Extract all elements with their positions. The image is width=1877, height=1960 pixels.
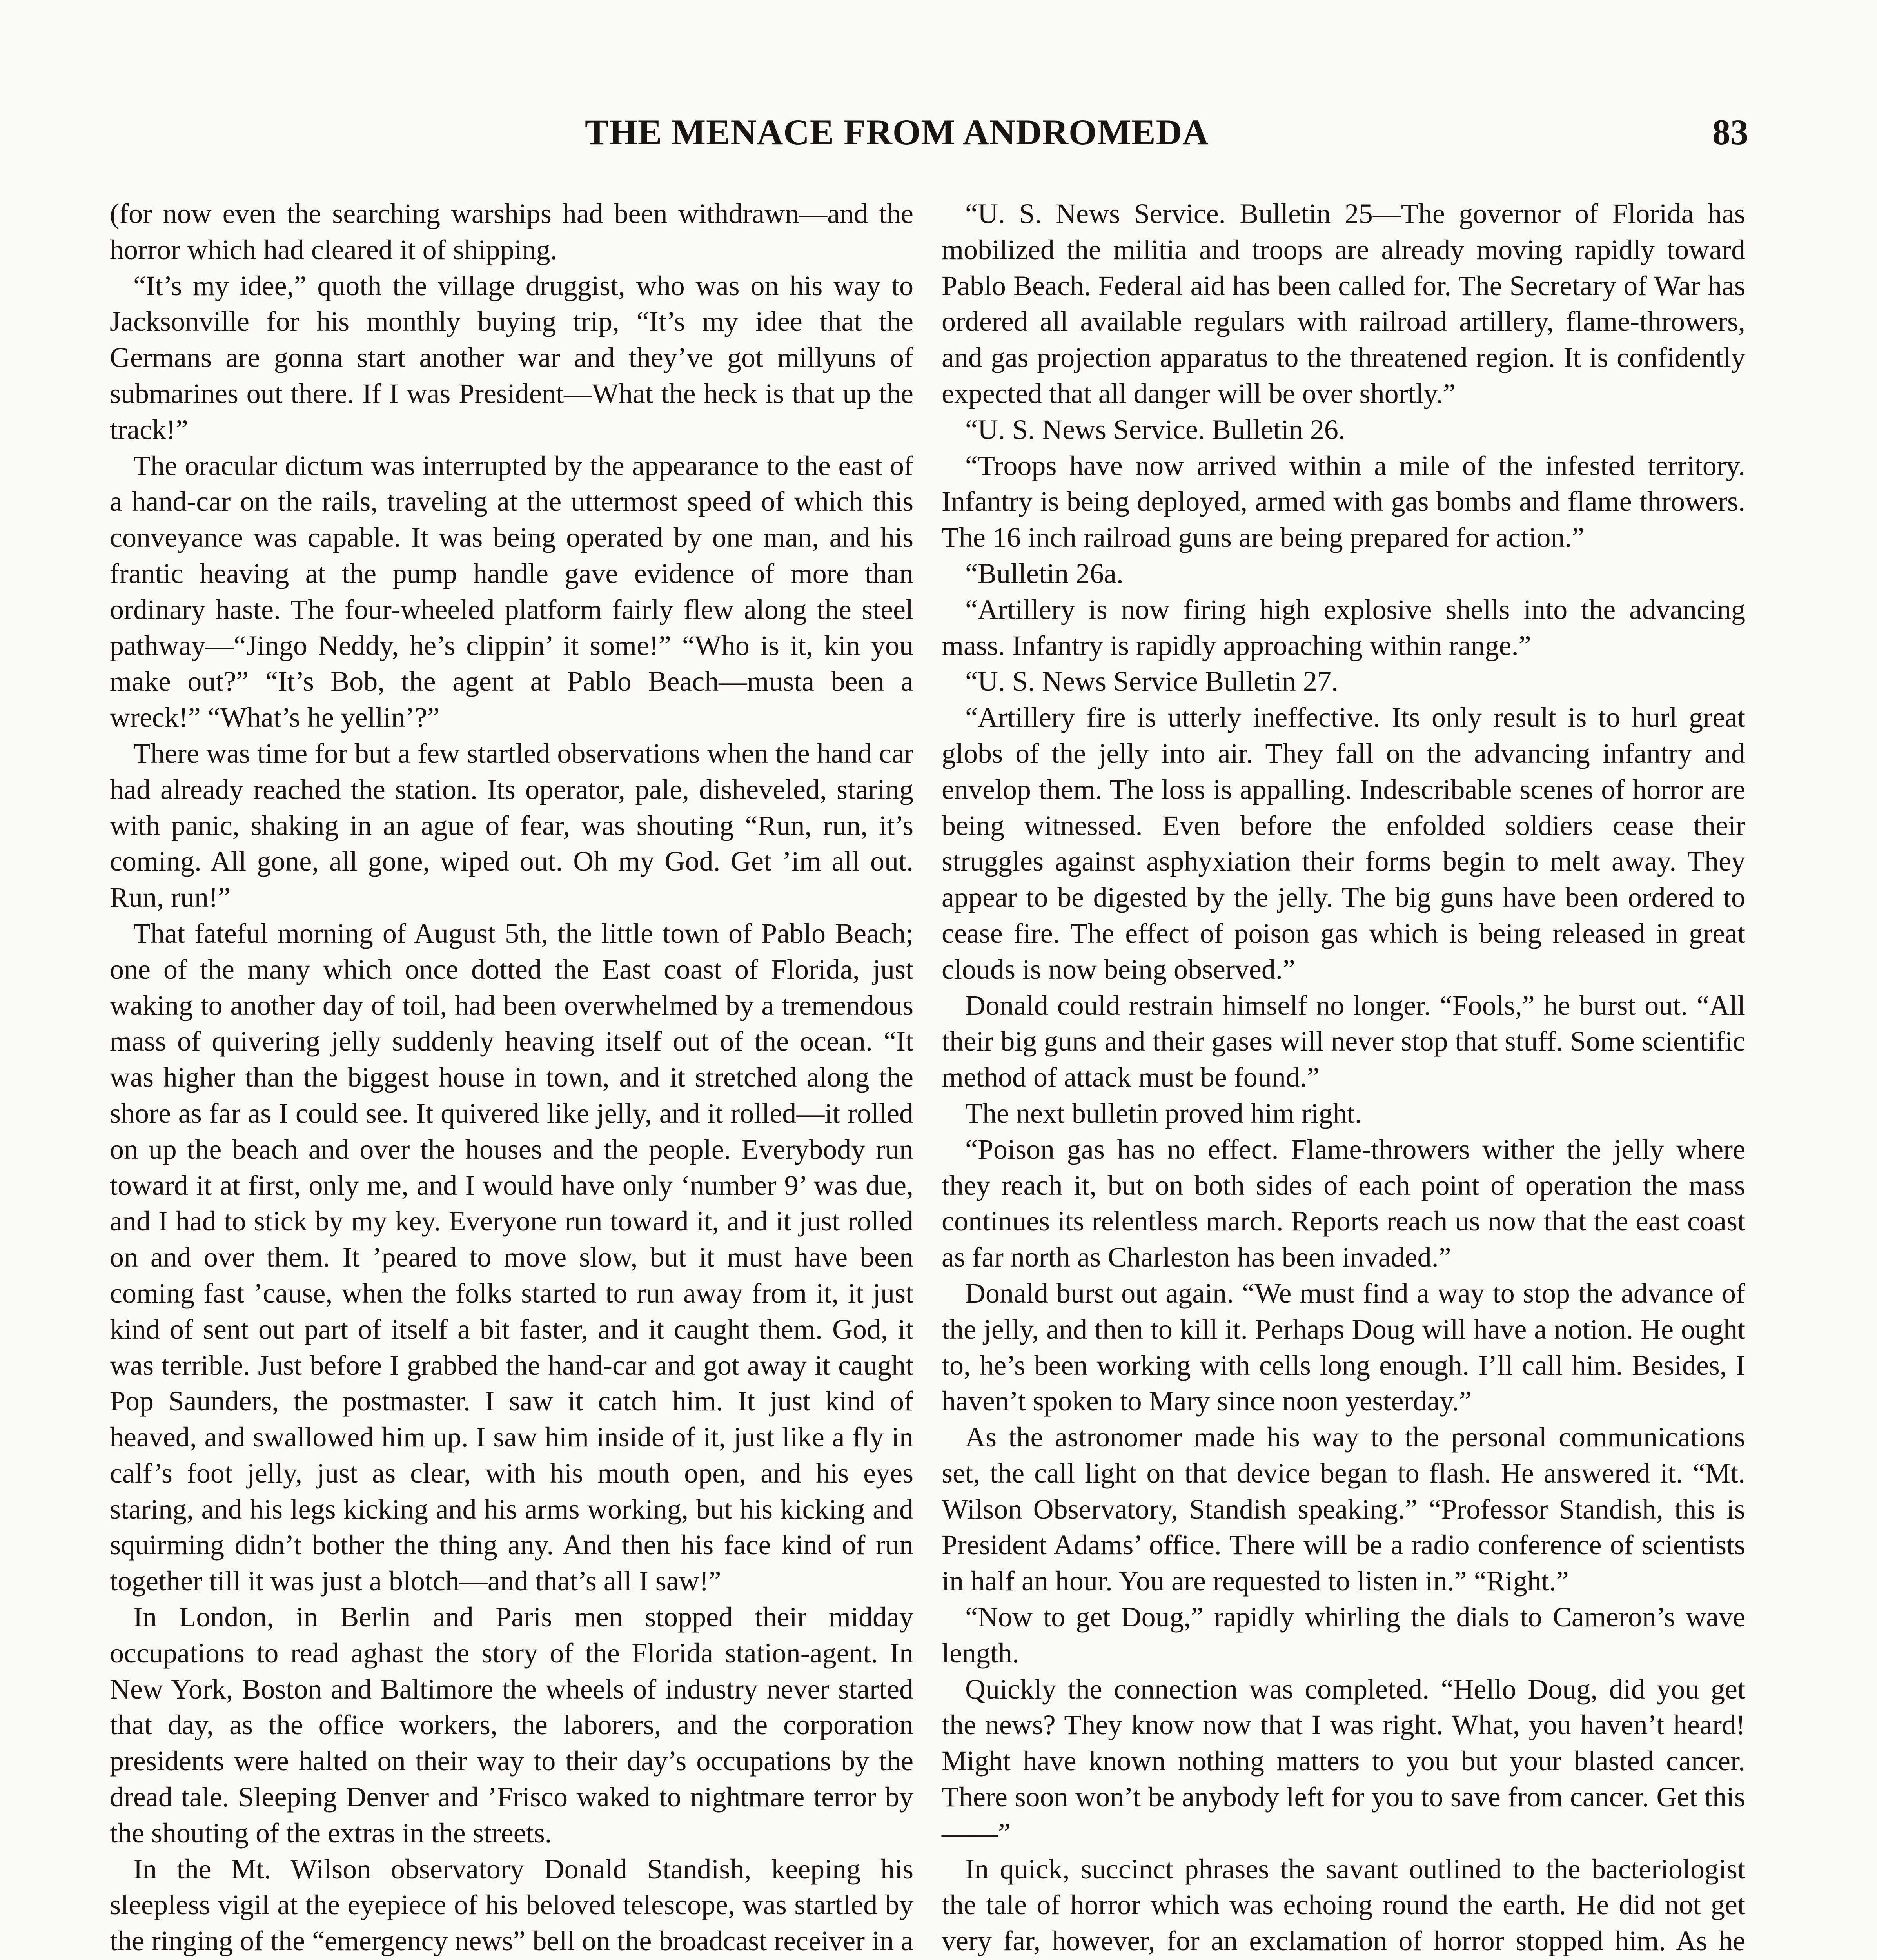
paragraph: That fateful morning of August 5th, the little town of Pablo Beach; one of the many which once dotted the East coast of Florida, just waking to another day of toil, had been overwhelmed by a tremendous mass of quivering jelly suddenly heaving itself out of the ocean. “It was higher than the biggest house in town, and it stretched along the shore as far as I could see. It quivered like jelly, and it rolled—it rolled on up the beach and over the houses and the people. Everybody run toward it at first, only me, and I would have only ‘number 9’ was due, and I had to stick by my key. Everyone run toward it, and it just rolled on and over them. It ’peared to move slow, but it must have been coming fast ’cause, when the folks started to run away from it, it just kind of sent out part of itself a bit faster, and it caught them. God, it was terrible. Just before I grabbed the hand-car and got away it caught Pop Saunders, the postmaster. I saw it catch him. It just kind of heaved, and swallowed him up. I saw him inside of it, just like a fly in calf’s foot jelly, just as clear, with his mouth open, and his eyes staring, and his legs kicking and his arms working, but his kicking and squirming didn’t bother the thing any. And then his face kind of run together till it was just a blotch—and that’s all I saw!” <box>110 917 913 1597</box>
paragraph: The next bulletin proved him right. <box>965 1097 1362 1129</box>
paragraph: Donald burst out again. “We must find a way to stop the advance of the jelly, and then to kill it. Perhaps Doug will have a notion. He ought to, he’s been working with cells long enough. I’ll call him. Besides, I haven’t spoken to Mary since noon yesterday.” <box>942 1277 1745 1417</box>
running-title: THE MENACE FROM ANDROMEDA <box>585 112 1209 152</box>
paragraph: In quick, succinct phrases the savant outlined to the bacteriologist the tale of horror which was echoing round the earth. He did not get very far, however, for an exclamation of horror stopped him. As he <box>942 1853 1745 1957</box>
paragraph: In the Mt. Wilson observatory Donald Standish, keeping his sleepless vigil at the eyepiece of his beloved telescope, was startled by the ringing of the “emergency news” bell on the broadcast receiver in a <box>110 1853 913 1957</box>
paragraph: “Bulletin 26a. <box>965 557 1124 589</box>
paragraph: “Troops have now arrived within a mile of the infested territory. Infantry is being deployed, armed with gas bombs and flame throwers. The 16 inch railroad guns are being prepared for action.” <box>942 450 1745 554</box>
paragraph: “Poison gas has no effect. Flame-throwers wither the jelly where they reach it, but on both sides of each point of operation the mass continues its relentless march. Reports reach us now that the east coast as far north as Charleston has been invaded.” <box>942 1133 1745 1273</box>
paragraph: There was time for but a few startled observations when the hand car had already reached the station. Its operator, pale, disheveled, staring with panic, shaking in an ague of fear, was shouting “Run, run, it’s coming. All gone, all gone, wiped out. Oh my God. Get ’im all out. Run, run!” <box>110 737 913 913</box>
paragraph: Quickly the connection was completed. “Hello Doug, did you get the news? They know now that I was right. What, you haven’t heard! Might have known nothing matters to you but your blasted cancer. There soon won’t be anybody left for you to save from cancer. Get this——” <box>942 1673 1745 1849</box>
left-column <box>110 196 913 1960</box>
right-column <box>942 196 1745 1960</box>
paragraph: “Artillery fire is utterly ineffective. Its only result is to hurl great globs of the jelly into air. They fall on the advancing infantry and envelop them. The loss is appalling. Indescribable scenes of horror are being witnessed. Even before the enfolded soldiers cease their struggles against asphyxiation their forms begin to melt away. They appear to be digested by the jelly. The big guns have been ordered to cease fire. The effect of poison gas which is being released in great clouds is now being observed.” <box>942 702 1745 985</box>
paragraph: “U. S. News Service. Bulletin 25—The governor of Florida has mobilized the militia and troops are already moving rapidly toward Pablo Beach. Federal aid has been called for. The Secretary of War has ordered all available regulars with railroad artillery, flame-throwers, and gas projection apparatus to the threatened region. It is confidently expected that all danger will be over shortly.” <box>942 198 1745 409</box>
paragraph: As the astronomer made his way to the personal communications set, the call light on that device began to flash. He answered it. “Mt. Wilson Observatory, Standish speaking.” “Professor Standish, this is President Adams’ office. There will be a radio conference of scientists in half an hour. You are requested to listen in.” “Right.” <box>942 1421 1745 1597</box>
page-number: 83 <box>1712 112 1748 152</box>
paragraph: (for now even the searching warships had been withdrawn—and the horror which had cleared it of shipping. <box>110 198 913 265</box>
paragraph: In London, in Berlin and Paris men stopped their midday occupations to read aghast the story of the Florida station-agent. In New York, Boston and Baltimore the wheels of industry never started that day, as the office workers, the laborers, and the corporation presidents were halted on their way to their day’s occupations by the dread tale. Sleeping Denver and ’Frisco waked to nightmare terror by the shouting of the extras in the streets. <box>110 1601 913 1849</box>
paragraph: “Now to get Doug,” rapidly whirling the dials to Cameron’s wave length. <box>942 1601 1745 1669</box>
paragraph: The oracular dictum was interrupted by the appearance to the east of a hand-car on the rails, traveling at the uttermost speed of which this conveyance was capable. It was being operated by one man, and his frantic heaving at the pump handle gave evidence of more than ordinary haste. The four-wheeled platform fairly flew along the steel pathway—“Jingo Neddy, he’s clippin’ it some!” “Who is it, kin you make out?” “It’s Bob, the agent at Pablo Beach—musta been a wreck!” “What’s he yellin’?” <box>110 450 913 733</box>
paragraph: Donald could restrain himself no longer. “Fools,” he burst out. “All their big guns and their gases will never stop that stuff. Some scientific method of attack must be found.” <box>942 989 1745 1093</box>
paragraph: “U. S. News Service Bulletin 27. <box>965 666 1338 697</box>
paragraph: “Artillery is now firing high explosive shells into the advancing mass. Infantry is rapidly approaching within range.” <box>942 593 1745 661</box>
paragraph: “U. S. News Service. Bulletin 26. <box>965 414 1345 445</box>
paragraph: “It’s my idee,” quoth the village druggist, who was on his way to Jacksonville for his monthly buying trip, “It’s my idee that the Germans are gonna start another war and they’ve got millyuns of submarines out there. If I was President—What the heck is that up the track!” <box>110 270 913 445</box>
